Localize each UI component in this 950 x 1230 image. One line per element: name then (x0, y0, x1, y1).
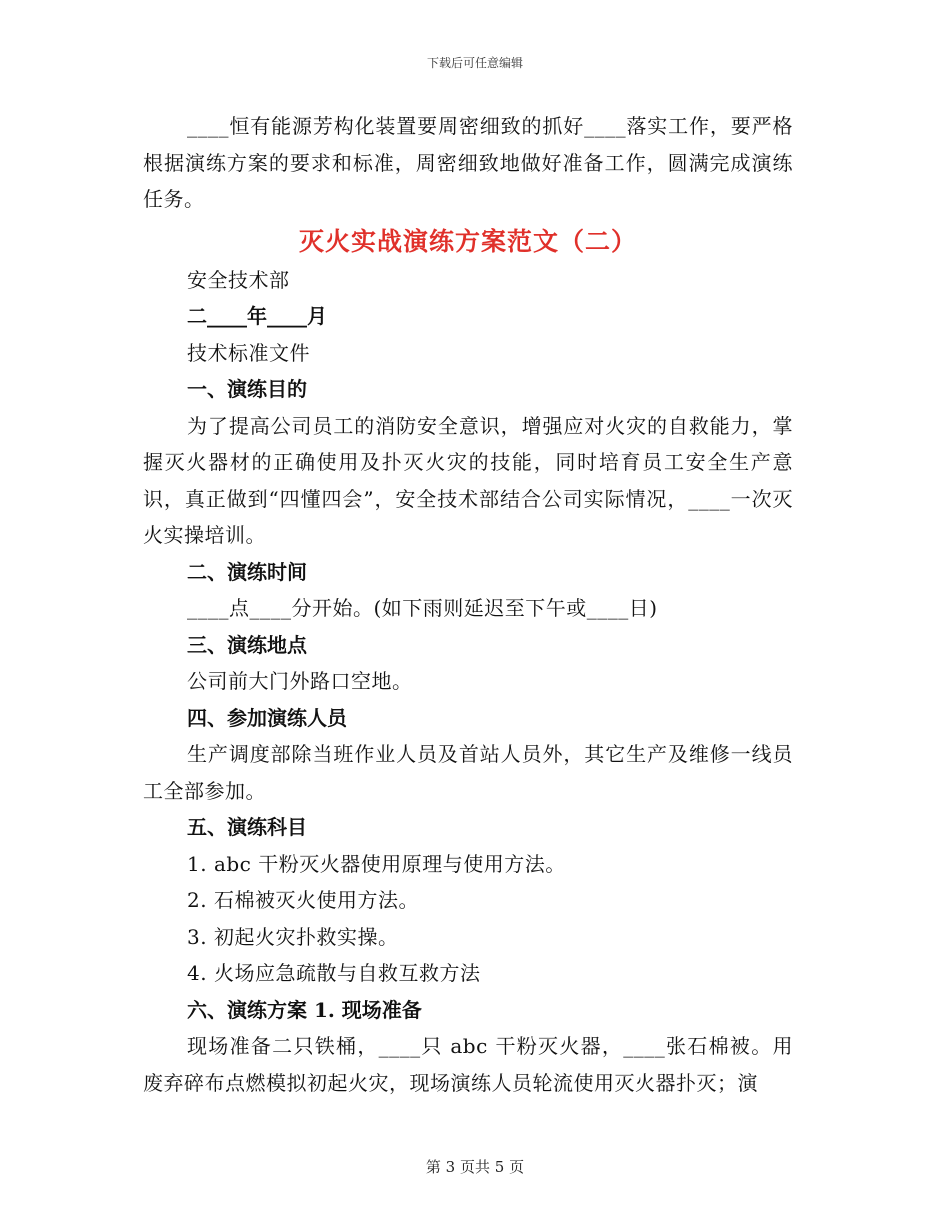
list-item: 1. abc 干粉灭火器使用原理与使用方法。 (187, 851, 566, 876)
section-heading-purpose: 一、演练目的 (187, 377, 307, 401)
department-line: 安全技术部 (187, 267, 290, 292)
doc-type-line: 技术标准文件 (187, 340, 310, 365)
section-heading-subjects: 五、演练科目 (187, 815, 307, 839)
subjects-list (143, 846, 793, 992)
document-title: 灭火实战演练方案范文（二） (298, 226, 637, 256)
section-heading-time: 二、演练时间 (187, 559, 307, 584)
section-text-purpose: 为了提高公司员工的消防安全意识，增强应对火灾的自救能力，掌握灭火器材的正确使用及扑灭火灾的技能，同时培育员工安全生产意识，真正做到“四懂四会”，安全技术部结合公司实际情况，____一次灭火实操培训。 (143, 413, 793, 547)
document-body (143, 108, 793, 1101)
section-heading-plan: 六、演练方案 1. 现场准备 (187, 997, 422, 1022)
section-text-plan: 现场准备二只铁桶，____只 abc 干粉灭火器，____张石棉被。用废弃碎布点燃模拟初起火灾，现场演练人员轮流使用灭火器扑灭；演 (143, 1034, 793, 1095)
section-text-location: 公司前大门外路口空地。 (187, 669, 413, 693)
section-heading-location: 三、演练地点 (187, 632, 307, 657)
section-text-participants: 生产调度部除当班作业人员及首站人员外，其它生产及维修一线员工全部参加。 (143, 742, 793, 803)
page-header: 下载后可任意编辑 (426, 56, 523, 70)
page-footer: 第 3 页共 5 页 (425, 1158, 525, 1176)
date-line: 二____年____月 (187, 304, 327, 328)
section-heading-participants: 四、参加演练人员 (187, 705, 347, 730)
list-item: 2. 石棉被灭火使用方法。 (187, 888, 419, 912)
intro-paragraph: ____恒有能源芳构化装置要周密细致的抓好____落实工作，要严格根据演练方案的要求和标准，周密细致地做好准备工作，圆满完成演练任务。 (143, 114, 793, 211)
section-text-time: ____点____分开始。(如下雨则延迟至下午或____日) (187, 596, 658, 620)
list-item: 4. 火场应急疏散与自救互救方法 (187, 961, 481, 985)
list-item: 3. 初起火灾扑救实操。 (187, 924, 399, 949)
